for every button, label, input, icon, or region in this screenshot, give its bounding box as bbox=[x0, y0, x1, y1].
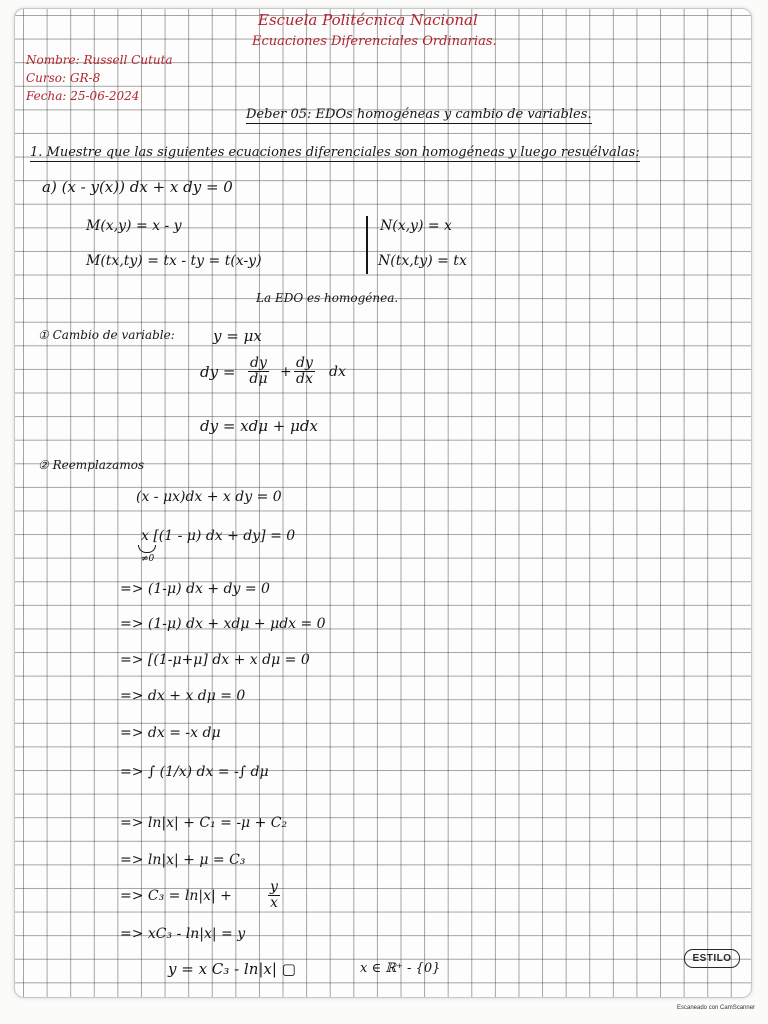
student-name: Nombre: Russell Cututa bbox=[26, 53, 173, 67]
final-solution: y = x C₃ - ln|x| ▢ bbox=[168, 960, 296, 978]
fraction-numerator: dy bbox=[250, 355, 267, 371]
variable-substitution: y = μx bbox=[213, 327, 262, 345]
school-name: Escuela Politécnica Nacional bbox=[258, 11, 478, 29]
separator-bar bbox=[366, 216, 368, 274]
part-a-equation: a) (x - y(x)) dx + x dy = 0 bbox=[42, 178, 233, 196]
fraction-y-x bbox=[268, 880, 280, 911]
derivation-line: => [(1-μ+μ] dx + x dμ = 0 bbox=[120, 652, 310, 668]
student-group: Curso: GR-8 bbox=[26, 71, 101, 85]
n-xy: N(x,y) = x bbox=[380, 218, 452, 234]
derivation-line: => ∫ (1/x) dx = -∫ dμ bbox=[120, 764, 269, 780]
derivation-line: => (1-μ) dx + dy = 0 bbox=[120, 581, 270, 597]
plus-sign: + bbox=[280, 364, 292, 380]
homogeneity-conclusion: La EDO es homogénea. bbox=[256, 291, 399, 305]
step2-label: ② Reemplazamos bbox=[38, 458, 145, 472]
derivation-line: => dx = -x dμ bbox=[120, 725, 221, 741]
m-txty: M(tx,ty) = tx - ty = t(x-y) bbox=[86, 253, 262, 269]
homework-title: Deber 05: EDOs homogéneas y cambio de variables. bbox=[246, 107, 592, 122]
x-nonzero-note: ≠0 bbox=[141, 554, 155, 564]
fraction-denominator: dx bbox=[296, 371, 313, 387]
xc3-line: => xC₃ - ln|x| = y bbox=[120, 926, 246, 942]
fraction-denominator: dμ bbox=[249, 371, 268, 387]
derivation-line: => ln|x| + μ = C₃ bbox=[120, 852, 246, 868]
fraction-dy-dx bbox=[294, 356, 315, 387]
derivation-line: => dx + x dμ = 0 bbox=[120, 688, 246, 704]
notebook-brand-stamp: ESTILO bbox=[684, 949, 740, 968]
dy-lhs: dy = bbox=[200, 363, 236, 381]
dy-result: dy = xdμ + μdx bbox=[200, 417, 318, 435]
course-name: Ecuaciones Diferenciales Ordinarias. bbox=[252, 34, 497, 49]
dx-term: dx bbox=[329, 364, 346, 380]
fraction-numerator: y bbox=[270, 879, 278, 895]
c3-lhs: => C₃ = ln|x| + bbox=[120, 888, 232, 904]
fraction-numerator: dy bbox=[296, 355, 313, 371]
n-txty: N(tx,ty) = tx bbox=[378, 253, 467, 269]
derivation-line: x [(1 - μ) dx + dy] = 0 bbox=[141, 528, 296, 544]
derivation-line: => ln|x| + C₁ = -μ + C₂ bbox=[120, 815, 288, 831]
m-xy: M(x,y) = x - y bbox=[86, 218, 182, 234]
assignment-date: Fecha: 25-06-2024 bbox=[26, 89, 140, 103]
exercise-statement: 1. Muestre que las siguientes ecuaciones diferenciales son homogéneas y luego resuélvalas: bbox=[30, 145, 640, 160]
scanner-footer: Escaneado con CamScanner bbox=[677, 1005, 756, 1011]
fraction-denominator: x bbox=[270, 895, 278, 911]
solution-domain: x ∈ ℝ⁺ - {0} bbox=[360, 961, 441, 976]
step1-label: ① Cambio de variable: bbox=[38, 328, 175, 342]
derivation-line: (x - μx)dx + x dy = 0 bbox=[136, 489, 282, 505]
derivation-line: => (1-μ) dx + xdμ + μdx = 0 bbox=[120, 616, 326, 632]
fraction-dy-dmu bbox=[248, 356, 269, 387]
